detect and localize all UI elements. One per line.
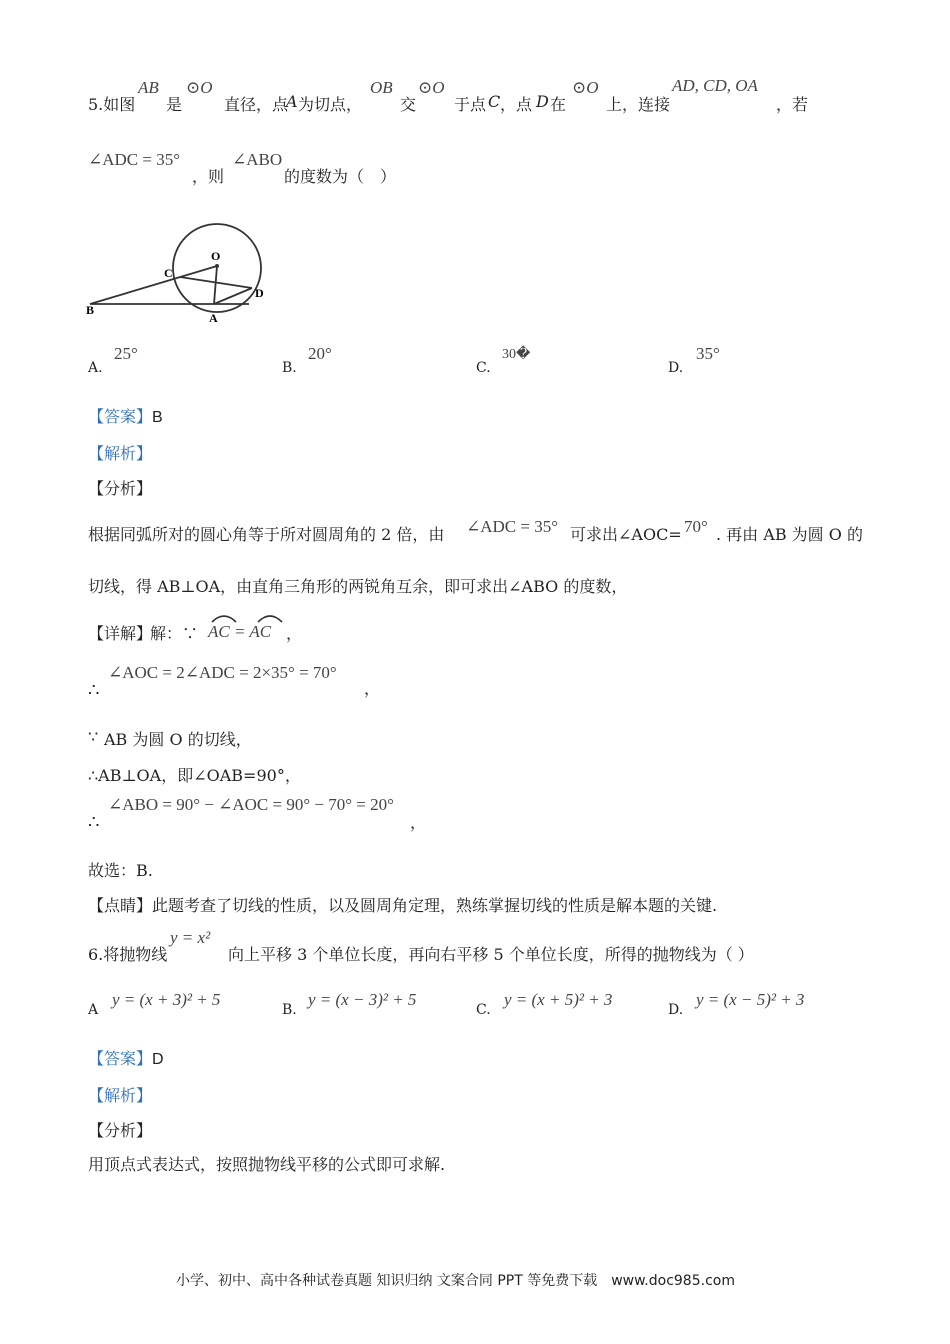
math-abo: ∠ABO (232, 150, 283, 169)
point-d: D (536, 92, 549, 111)
detail-lead: 解：∵ (150, 624, 199, 643)
q6-parabola: y = x² (170, 928, 211, 947)
q6-number: 6.将抛物线 (88, 945, 168, 964)
q5-option-a-letter[interactable]: A. (88, 360, 103, 376)
q6-jiexi-tag: 【解析】 (88, 1086, 153, 1105)
math-circle-o-3: ⊙O (572, 78, 599, 97)
q6-option-b-letter[interactable]: B. (282, 1002, 297, 1018)
math-adc-35: ∠ADC = 35° (88, 150, 181, 169)
detail-tag: 【详解】 (88, 624, 153, 643)
because-icon: ∵ (88, 727, 99, 746)
step2-text: AB 为圆 O 的切线， (104, 730, 252, 749)
q5-option-a-value[interactable]: 25° (114, 344, 138, 363)
dianjing-tag: 【点睛】 (88, 896, 153, 915)
q6-option-b-value[interactable]: y = (x − 3)² + 5 (308, 990, 417, 1009)
text-shi: 是 (166, 95, 183, 114)
step4-comma: ， (410, 813, 427, 832)
q5-option-b-value[interactable]: 20° (308, 344, 332, 363)
q6-option-d-letter[interactable]: D. (668, 1002, 684, 1018)
analysis-text-c: . 再由 AB 为圆 O 的 (716, 525, 863, 544)
step4-math: ∠ABO = 90° − ∠AOC = 90° − 70° = 20° (108, 795, 394, 814)
answer-tag: 【答案】 (88, 407, 153, 426)
q5-option-d-value[interactable]: 35° (696, 344, 720, 363)
detail-comma: ， (286, 624, 303, 643)
q6-option-c-value[interactable]: y = (x + 5)² + 3 (504, 990, 613, 1009)
q6-option-a-value[interactable]: y = (x + 3)² + 5 (112, 990, 221, 1009)
q5-geometry-figure (80, 214, 280, 330)
q5-answer (88, 404, 163, 427)
label-o: O (211, 249, 221, 263)
q6-option-d-value[interactable]: y = (x − 5)² + 3 (696, 990, 805, 1009)
arc-symbols (208, 608, 288, 620)
label-c: C (164, 266, 173, 280)
q5-fenxi-tag: 【分析】 (88, 479, 153, 498)
q6-answer-value: D (152, 1051, 164, 1068)
q6-option-a-letter[interactable]: A (88, 1002, 99, 1018)
point-a: A (286, 92, 298, 111)
q5-option-b-letter[interactable]: B. (282, 360, 297, 376)
q5-option-c-value[interactable]: 30� (502, 347, 531, 362)
q5-dianjing (88, 893, 717, 916)
label-a: A (209, 311, 218, 325)
page-footer: 小学、初中、高中各种试卷真题 知识归纳 文案合同 PPT 等免费下载 www.doc985.com (176, 1273, 735, 1289)
math-circle-o: ⊙O (186, 78, 213, 97)
line-oa (214, 266, 217, 304)
q6-fenxi-tag: 【分析】 (88, 1121, 153, 1140)
line-bo (90, 266, 217, 304)
q5-conclusion: 故选：B. (88, 861, 153, 880)
q5-step3: ∴AB⊥OA，即∠OAB=90°， (88, 766, 301, 785)
q5-analysis-line2: 切线，得 AB⊥OA，由直角三角形的两锐角互余，即可求出∠ABO 的度数， (88, 577, 628, 596)
q6-answer-tag: 【答案】 (88, 1049, 153, 1068)
text-connect: 上，连接 (606, 95, 671, 114)
text-jiao: 交 (400, 95, 417, 114)
step1-math: ∠AOC = 2∠ADC = 2×35° = 70° (108, 663, 337, 682)
text-ruo: ，若 (776, 95, 809, 114)
point-c: C (488, 92, 501, 111)
analysis-math-70: 70° (684, 517, 708, 536)
label-b: B (86, 303, 95, 317)
therefore-icon-2: ∴ (88, 812, 100, 833)
answer-value: B (152, 409, 163, 426)
q6-answer (88, 1046, 164, 1069)
analysis-math-adc: ∠ADC = 35° (466, 517, 559, 536)
analysis-text-b: 可求出∠AOC= (570, 525, 682, 544)
text-tangent-point: 为切点， (298, 95, 363, 114)
q5-option-c-letter[interactable]: C. (476, 360, 491, 376)
q5-number: 5.如图 (88, 95, 136, 114)
q5-jiexi-tag: 【解析】 (88, 444, 153, 463)
step1-comma: ， (364, 679, 381, 698)
text-diameter: 直径，点 (224, 95, 289, 114)
center-dot (215, 264, 219, 268)
dianjing-text: 此题考查了切线的性质，以及圆周角定理，熟练掌握切线的性质是解本题的关键. (152, 896, 718, 915)
therefore-icon: ∴ (88, 680, 100, 701)
label-d: D (255, 286, 264, 300)
q5-option-d-letter[interactable]: D. (668, 360, 684, 376)
text-point: ，点 (500, 95, 533, 114)
q6-option-c-letter[interactable]: C. (476, 1002, 491, 1018)
arc-equation: AC = AC (208, 622, 272, 641)
text-ze: ，则 (192, 167, 225, 186)
text-at-point: 于点 (454, 95, 487, 114)
text-degree-question: 的度数为（ ） (284, 167, 397, 186)
q6-stem-rest: 向上平移 3 个单位长度，再向右平移 5 个单位长度，所得的抛物线为（ ） (228, 945, 754, 964)
analysis-text-a: 根据同弧所对的圆心角等于所对圆周角的 2 倍，由 (88, 525, 445, 544)
math-ab: AB (138, 78, 159, 97)
math-circle-o-2: ⊙O (418, 78, 445, 97)
q6-analysis: 用顶点式表达式，按照抛物线平移的公式即可求解. (88, 1155, 446, 1174)
text-zai: 在 (550, 95, 567, 114)
math-ob: OB (370, 78, 393, 97)
math-ad-cd-oa: AD, CD, OA (672, 76, 758, 95)
